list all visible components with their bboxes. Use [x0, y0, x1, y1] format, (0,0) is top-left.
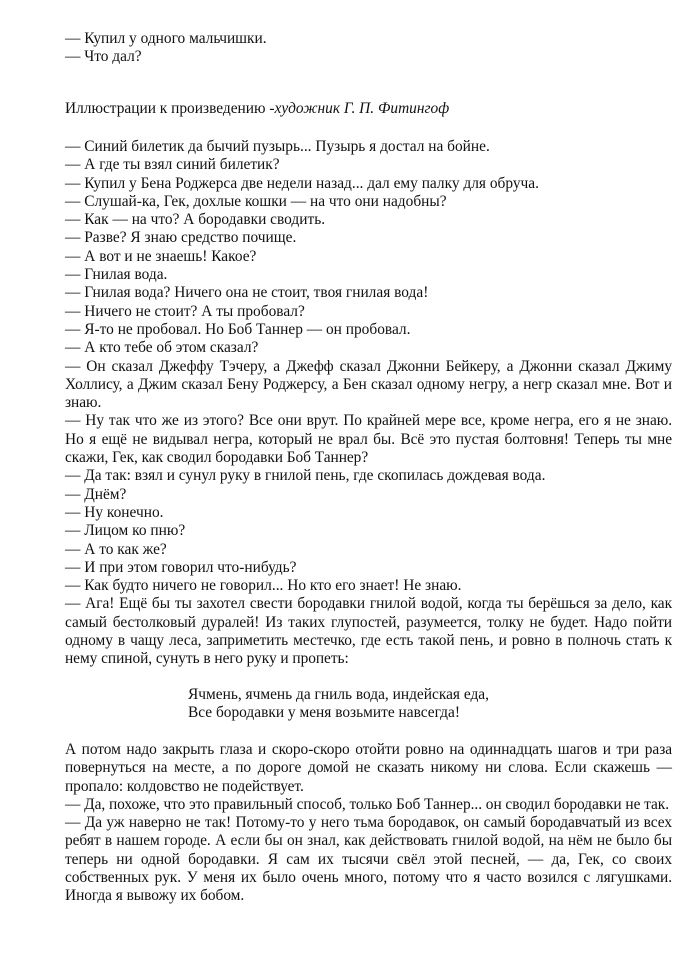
- verse-line: Ячмень, ячмень да гниль вода, индейская еда,: [188, 686, 489, 703]
- dialogue-line: — Гнилая вода.: [65, 266, 168, 284]
- dialogue-line: — Купил у одного мальчишки.: [65, 30, 267, 47]
- dialogue-line: — Я-то не пробовал. Но Боб Таннер — он пробовал.: [65, 320, 411, 338]
- dialogue-line: — Ничего не стоит? А ты пробовал?: [65, 302, 305, 320]
- dialogue-line: — Слушай-ка, Гек, дохлые кошки — на что они надобны?: [65, 192, 447, 210]
- dialogue-paragraph: — Ага! Ещё бы ты захотел свести бородавки гнилой водой, когда ты берёшься за дело, как самый бестолковый дуралей! Из таких глупостей, разумеется, толку не будет. Надо пойти одному в чащу леса, заприметить местечко, где есть такой пень, и ровно в полночь стать к нему спиной, сунуть в него руку и пропеть:: [65, 595, 672, 668]
- narrative-paragraph: А потом надо закрыть глаза и скоро-скоро отойти ровно на одиннадцать шагов и три раза повернуться на месте, а по дороге домой не сказать никому ни слова. Если скажешь — пропало: колдовство не подействует.: [65, 741, 672, 795]
- dialogue-line: — Купил у Бена Роджерса две недели назад... дал ему палку для обруча.: [65, 174, 539, 192]
- verse-line: Все бородавки у меня возьмите навсегда!: [188, 704, 460, 722]
- narrative-block: [65, 741, 672, 906]
- dialogue-line: — Синий билетик да бычий пузырь... Пузырь я достал на бойне.: [65, 138, 490, 155]
- dialogue-paragraph: — Да уж наверно не так! Потому-то у него тьма бородавок, он самый бородавчатый из всех ребят в нашем городе. А если бы он знал, как действовать гнилой водой, на нём не было бы теперь ни одной бородавки. Я сам их тысячи свёл этой песней, — да, Гек, со своих собственных рук. У меня их было очень много, потому что я часто возился с лягушками. Иногда я вывожу их бобом.: [65, 814, 672, 905]
- dialogue-block: [65, 138, 672, 669]
- caption-credit: художник Г. П. Фитингоф: [274, 100, 450, 117]
- dialogue-line: — А вот и не знаешь! Какое?: [65, 247, 257, 265]
- dialogue-line: — Да так: взял и сунул руку в гнилой пень, где скопилась дождевая вода.: [65, 467, 546, 485]
- dialogue-line: — Днём?: [65, 485, 127, 503]
- illustration-caption: [65, 100, 449, 118]
- dialogue-line: — А где ты взял синий билетик?: [65, 156, 280, 174]
- dialogue-line: — Как будто ничего не говорил... Но кто его знает! Не знаю.: [65, 577, 462, 595]
- verse: [188, 686, 608, 723]
- dialogue-paragraph: — Да, похоже, что это правильный способ, только Боб Таннер... он сводил бородавки не так.: [65, 795, 670, 813]
- dialogue-line: — Лицом ко пню?: [65, 522, 186, 540]
- dialogue-line: — Ну конечно.: [65, 503, 164, 521]
- dialogue-line: — А то как же?: [65, 540, 167, 558]
- dialogue-line: — Разве? Я знаю средство почище.: [65, 229, 297, 247]
- dialogue-line: — Как — на что? А бородавки сводить.: [65, 211, 326, 229]
- dialogue-paragraph: — Он сказал Джеффу Тэчеру, а Джефф сказал Джонни Бейкеру, а Джонни сказал Джиму Холлису, а Джим сказал Бену Роджерсу, а Бен сказал одному негру, а негр сказал мне. Вот и знаю.: [65, 357, 672, 412]
- dialogue-line: — А кто тебе об этом сказал?: [65, 339, 259, 357]
- dialogue-paragraph: — Ну так что же из этого? Все они врут. По крайней мере все, кроме негра, его я не знаю. Но я ещё не видывал негра, который не врал бы. Всё это пустая болтовня! Теперь ты мне скажи, Гек, как сводил бородавки Боб Таннер?: [65, 412, 672, 467]
- dialogue-line: — Что дал?: [65, 48, 142, 65]
- caption-prefix: Иллюстрации к произведению -: [65, 100, 275, 117]
- dialogue-line: — И при этом говорил что-нибудь?: [65, 558, 297, 576]
- dialogue-line: — Гнилая вода? Ничего она не стоит, твоя гнилая вода!: [65, 284, 429, 302]
